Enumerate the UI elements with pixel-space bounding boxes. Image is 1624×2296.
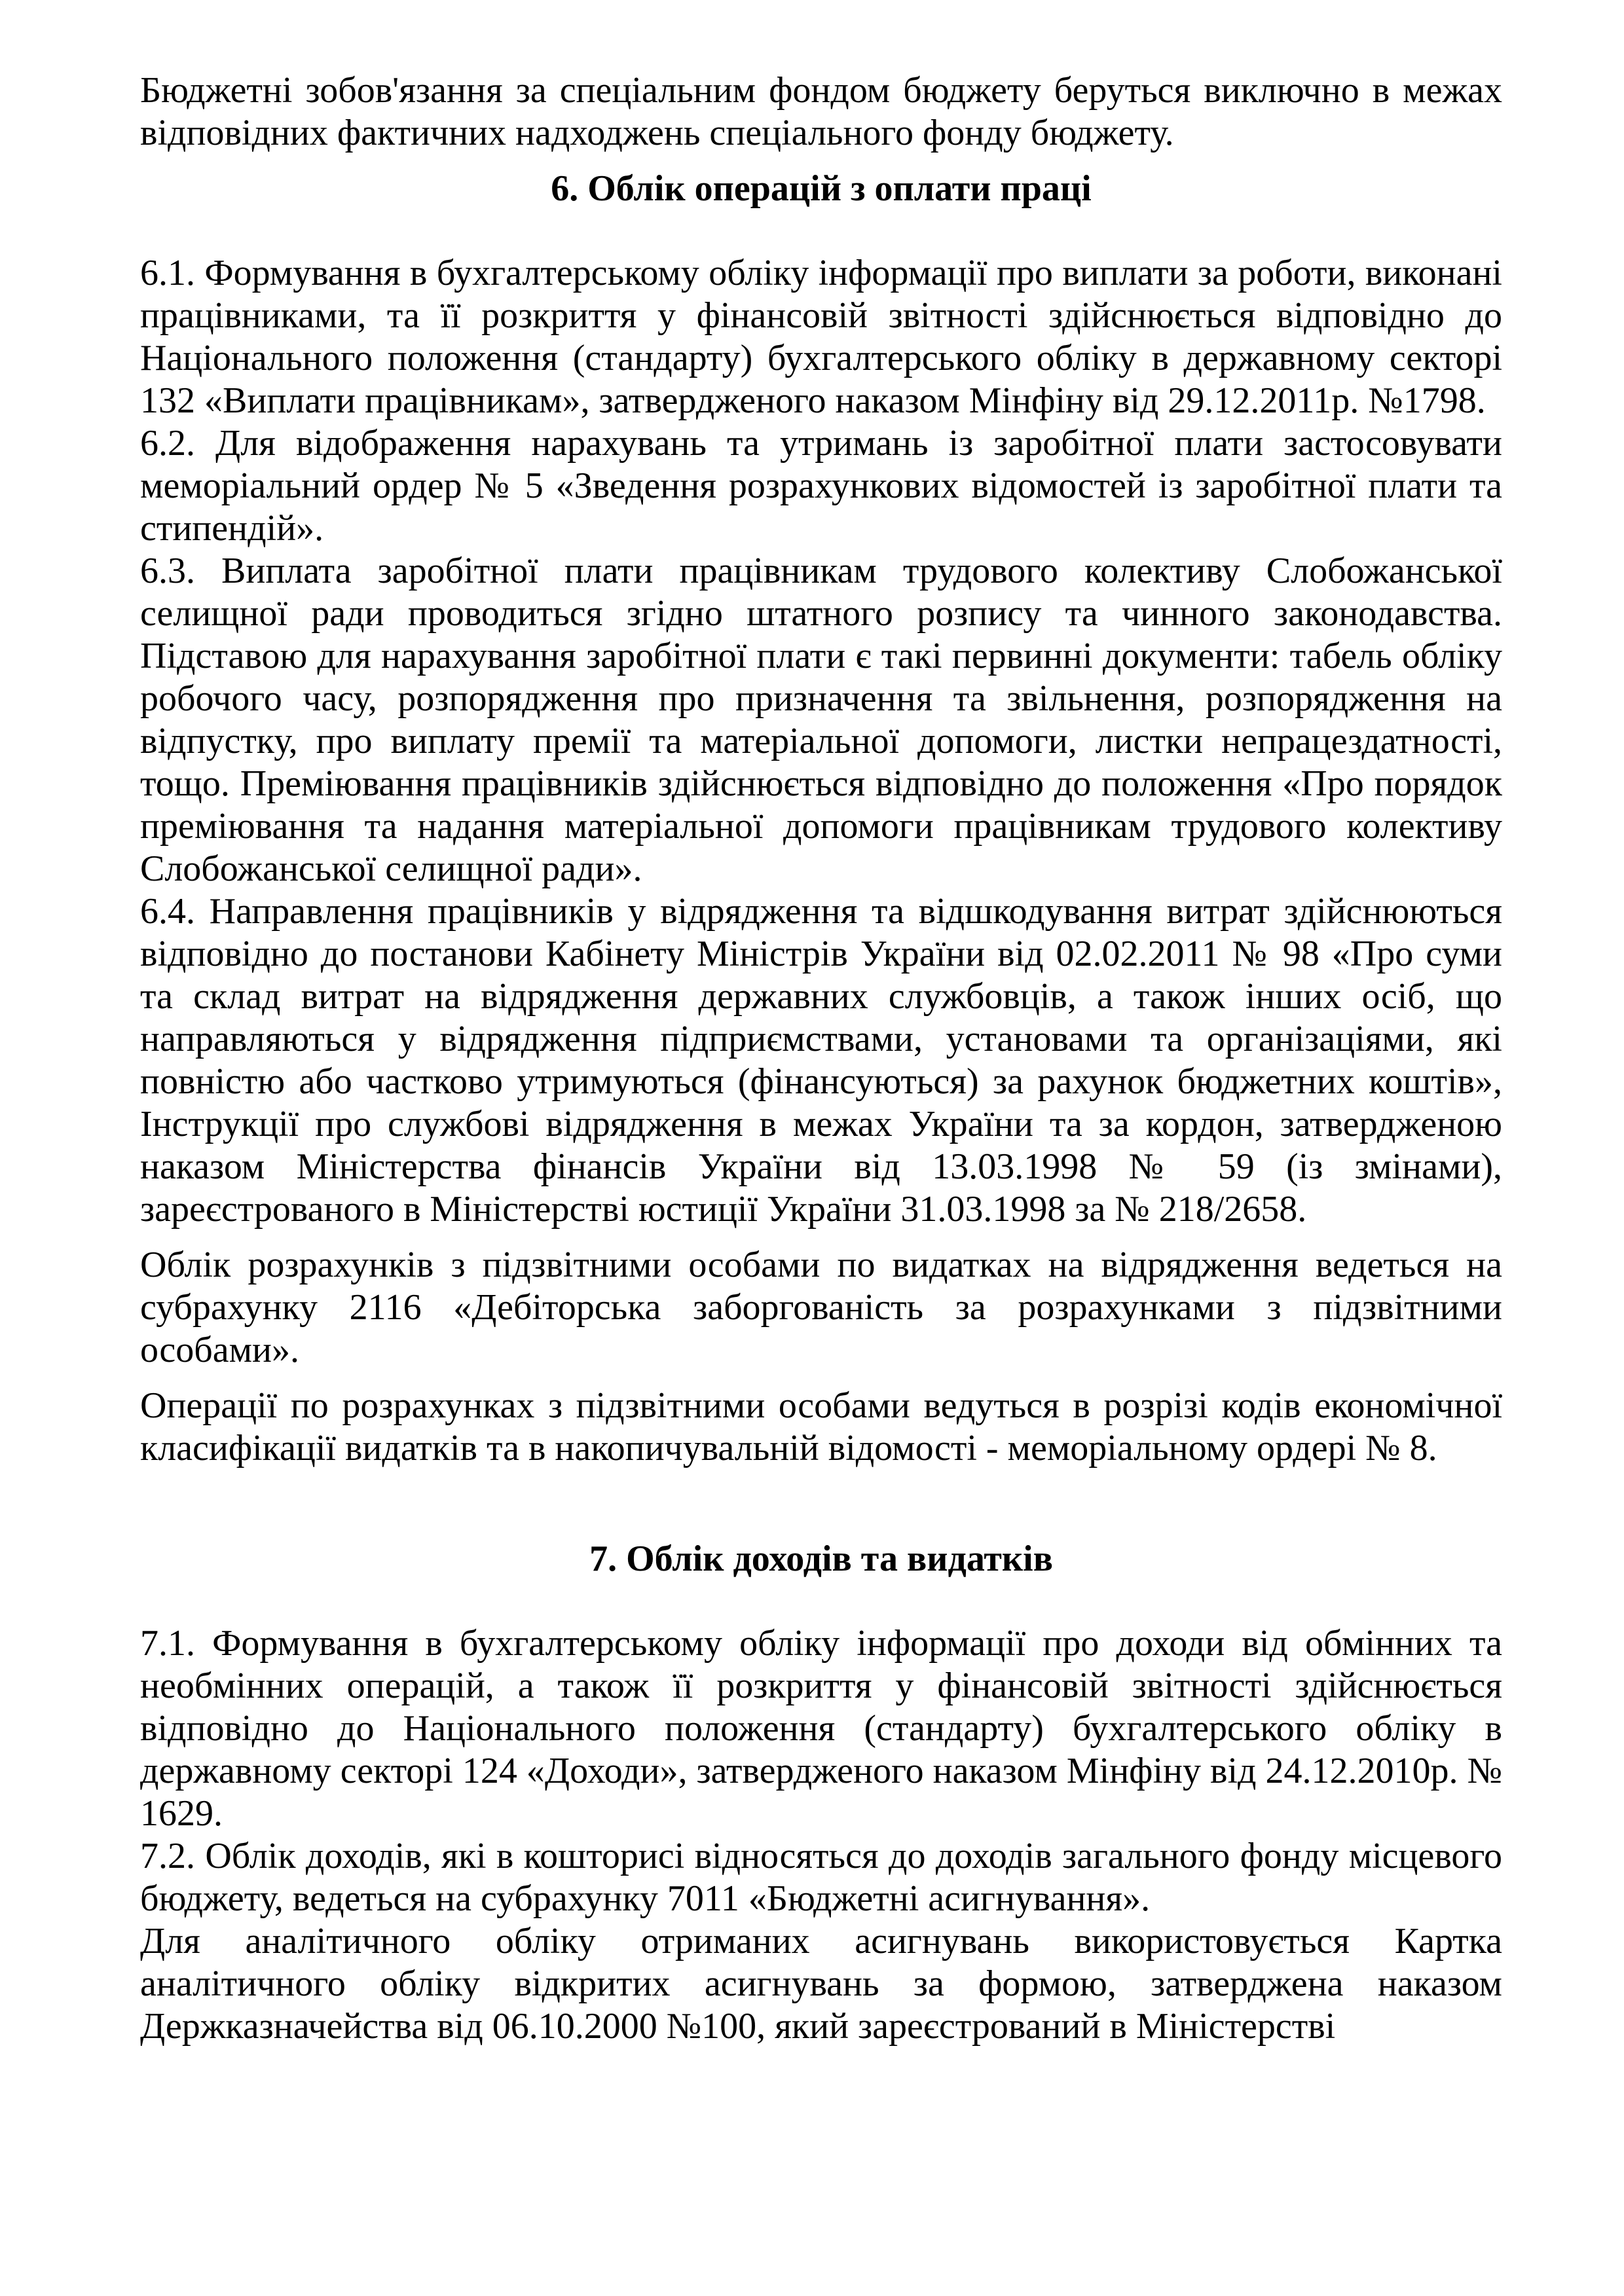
paragraph-6-3: 6.3. Виплата заробітної плати працівникам трудового колективу Слобожанської селищної ради проводиться згідно штатного розпису та чинного законодавства. Підставою для нарахування заробітної плати є такі первинні документи: табель обліку робочого часу, розпорядження про призначення та звільнення, розпорядження на відпустку, про виплату премії та матеріальної допомоги, листки непрацездатності, тощо. Преміювання працівників здійснюється відповідно до положення «Про порядок преміювання та надання матеріальної допомоги працівникам трудового колективу Слобожанської селищної ради». xyxy=(140,551,1502,889)
paragraph-7-1: 7.1. Формування в бухгалтерському обліку інформації про доходи від обмінних та необмінних операцій, а також її розкриття у фінансовій звітності здійснюється відповідно до Національного положення (стандарту) бухгалтерського обліку в державному секторі 124 «Доходи», затвердженого наказом Мінфіну від 24.12.2010р. № 1629. xyxy=(140,1623,1502,1834)
section-6-heading: 6. Облік операцій з оплати праці xyxy=(551,168,1092,209)
paragraph-settlements: Облік розрахунків з підзвітними особами по видатках на відрядження ведеться на субрахунку 2116 «Дебіторська заборгованість за розрахунками з підзвітними особами». xyxy=(140,1245,1502,1370)
document-page xyxy=(140,69,1502,2048)
paragraph-6-1: 6.1. Формування в бухгалтерському обліку інформації про виплати за роботи, виконані працівниками, та її розкриття у фінансовій звітності здійснюється відповідно до Національного положення (стандарту) бухгалтерського обліку в державному секторі 132 «Виплати працівникам», затвердженого наказом Мінфіну від 29.12.2011р. №1798. xyxy=(140,253,1502,421)
paragraph-analytic: Для аналітичного обліку отриманих асигнувань використовується Картка аналітичного обліку відкритих асигнувань за формою, затверджена наказом Держказначейства від 06.10.2000 №100, який зареєстрований в Міністерстві xyxy=(140,1921,1502,2047)
paragraph-7-2: 7.2. Облік доходів, які в кошторисі відносяться до доходів загального фонду місцевого бюджету, ведеться на субрахунку 7011 «Бюджетні асигнування». xyxy=(140,1836,1502,1919)
intro-paragraph: Бюджетні зобов'язання за спеціальним фондом бюджету беруться виключно в межах відповідних фактичних надходжень спеціального фонду бюджету. xyxy=(140,70,1502,153)
section-7-heading: 7. Облік доходів та видатків xyxy=(589,1539,1053,1579)
paragraph-6-4: 6.4. Направлення працівників у відрядження та відшкодування витрат здійснюються відповідно до постанови Кабінету Міністрів України від 02.02.2011 № 98 «Про суми та склад витрат на відрядження державних службовців, а також інших осіб, що направляються у відрядження підприємствами, установами та організаціями, які повністю або частково утримуються (фінансуються) за рахунок бюджетних коштів», Інструкції про службові відрядження в межах України та за кордон, затвердженою наказом Міністерства фінансів України від 13.03.1998 № 59 (із змінами), зареєстрованого в Міністерстві юстиції України 31.03.1998 за № 218/2658. xyxy=(140,891,1502,1230)
paragraph-operations: Операції по розрахунках з підзвітними особами ведуться в розрізі кодів економічної класифікації видатків та в накопичувальній відомості - меморіальному ордері № 8. xyxy=(140,1385,1502,1468)
paragraph-6-2: 6.2. Для відображення нарахувань та утримань із заробітної плати застосовувати меморіальний ордер № 5 «Зведення розрахункових відомостей із заробітної плати та стипендій». xyxy=(140,423,1502,549)
